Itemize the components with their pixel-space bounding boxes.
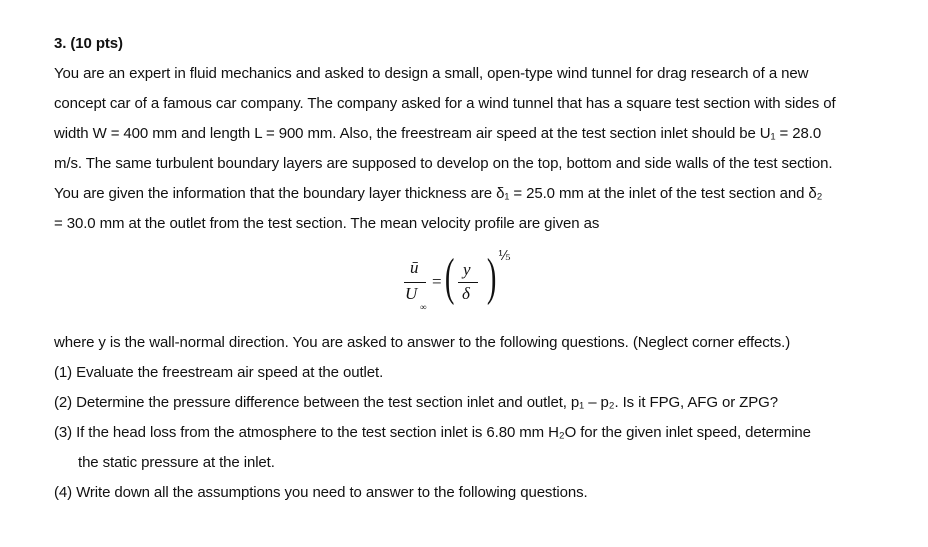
paragraph-line: width W = 400 mm and length L = 900 mm. Also, the freestream air speed at the test section inlet should be U₁ = 28.0 <box>54 125 822 142</box>
equation-exponent: ⅕ <box>498 248 511 263</box>
equation-left-paren: ( <box>444 249 455 306</box>
equation-right-paren: ) <box>486 249 497 306</box>
question-item: (1) Evaluate the freestream air speed at the outlet. <box>54 364 384 381</box>
equation-infinity-subscript: ∞ <box>420 302 427 312</box>
question-item: (2) Determine the pressure difference between the test section inlet and outlet, p₁ – p₂. Is it FPG, AFG or ZPG? <box>54 394 778 411</box>
equation-mean-velocity: ū <box>410 258 419 277</box>
paragraph-line: You are given the information that the boundary layer thickness are δ₁ = 25.0 mm at the inlet of the test section and δ₂ <box>54 185 823 202</box>
velocity-profile-equation <box>390 248 530 318</box>
paragraph-line: concept car of a famous car company. The company asked for a wind tunnel that has a square test section with sides of <box>54 95 836 112</box>
equation-freestream-velocity: U <box>405 284 418 303</box>
problem-heading: 3. (10 pts) <box>54 35 123 52</box>
equation-fraction-bar <box>404 282 426 283</box>
equation-boundary-layer-thickness: δ <box>462 284 470 303</box>
paragraph-line: You are an expert in fluid mechanics and asked to design a small, open-type wind tunnel for drag research of a new <box>54 65 809 82</box>
question-item: (3) If the head loss from the atmosphere to the test section inlet is 6.80 mm H₂O for the given inlet speed, determine <box>54 424 811 441</box>
paragraph-line: = 30.0 mm at the outlet from the test section. The mean velocity profile are given as <box>54 215 600 232</box>
equation-equals-sign: = <box>432 272 442 291</box>
paragraph-line: m/s. The same turbulent boundary layers are supposed to develop on the top, bottom and side walls of the test section. <box>54 155 833 172</box>
equation-wall-normal-coordinate: y <box>463 260 471 279</box>
question-item: (4) Write down all the assumptions you need to answer to the following questions. <box>54 484 588 501</box>
question-item-continuation: the static pressure at the inlet. <box>78 454 275 471</box>
equation-explanation: where y is the wall-normal direction. You are asked to answer to the following questions. (Neglect corner effects.) <box>54 334 791 351</box>
equation-fraction-bar <box>458 282 478 283</box>
